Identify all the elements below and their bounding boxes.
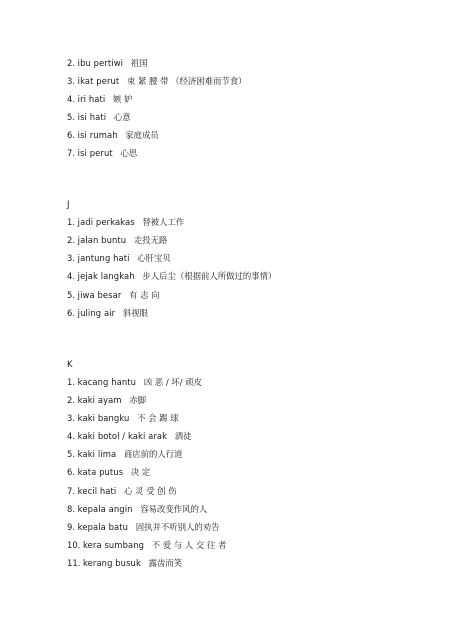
chinese-meaning: 嫉 妒 — [112, 94, 133, 104]
entry-number: 1. — [67, 217, 75, 227]
chinese-meaning: 凶 恶 / 坏/ 顽皮 — [143, 377, 202, 387]
malay-idiom: isi rumah — [77, 130, 118, 140]
idiom-entry — [67, 522, 220, 533]
malay-idiom: isi perut — [77, 148, 113, 158]
chinese-meaning: 赤脚 — [129, 395, 147, 405]
chinese-meaning: 露齿而笑 — [148, 558, 183, 568]
malay-idiom: kecil hati — [77, 486, 117, 496]
idiom-entry — [67, 112, 131, 123]
malay-idiom: jalan buntu — [77, 235, 127, 245]
malay-idiom: kaki ayam — [77, 395, 122, 405]
malay-idiom: jiwa besar — [77, 290, 122, 300]
chinese-meaning: 束 紧 腰 带 （经济困难而节食） — [126, 76, 247, 86]
malay-idiom: iri hati — [77, 94, 106, 104]
idiom-entry — [67, 377, 202, 388]
chinese-meaning: 固执并不听别人的劝告 — [135, 522, 220, 532]
chinese-meaning: 心意 — [113, 112, 131, 122]
idiom-entry — [67, 58, 148, 69]
entry-number: 8. — [67, 504, 75, 514]
entry-number: 1. — [67, 377, 75, 387]
idiom-entry — [67, 395, 146, 406]
chinese-meaning: 家庭成员 — [125, 130, 159, 140]
idiom-entry — [67, 449, 183, 460]
entry-number: 3. — [67, 413, 75, 423]
idiom-entry — [67, 308, 148, 319]
entry-number: 5. — [67, 112, 75, 122]
entry-number: 6. — [67, 467, 75, 477]
chinese-meaning: 有 志 向 — [129, 290, 160, 300]
chinese-meaning: 步人后尘（根据前人所做过的事情） — [142, 271, 277, 281]
entry-number: 7. — [67, 486, 75, 496]
idiom-entry — [67, 558, 182, 569]
idiom-entry — [67, 467, 150, 478]
idiom-entry — [67, 130, 159, 141]
malay-idiom: kepala angin — [77, 504, 133, 514]
chinese-meaning: 商店前的人行道 — [123, 449, 183, 459]
malay-idiom: kaki bangku — [77, 413, 130, 423]
malay-idiom: kerang busuk — [83, 558, 141, 568]
idiom-entry — [67, 431, 192, 442]
chinese-meaning: 酒徒 — [174, 431, 192, 441]
entry-number: 2. — [67, 235, 75, 245]
chinese-meaning: 不 爱 与 人 交 往 者 — [151, 540, 227, 550]
malay-idiom: jejak langkah — [77, 271, 135, 281]
chinese-meaning: 心肝宝贝 — [137, 253, 171, 263]
malay-idiom: jantung hati — [77, 253, 130, 263]
chinese-meaning: 决 定 — [130, 467, 151, 477]
entry-number: 4. — [67, 271, 75, 281]
idiom-entry — [67, 413, 179, 424]
malay-idiom: kaki lima — [77, 449, 117, 459]
chinese-meaning: 替被人工作 — [142, 217, 185, 227]
entry-number: 11. — [67, 558, 81, 568]
idiom-entry — [67, 290, 160, 301]
entry-number: 10. — [67, 540, 81, 550]
entry-number: 3. — [67, 253, 75, 263]
idiom-entry — [67, 271, 276, 282]
chinese-meaning: 容易改变作风的人 — [140, 504, 208, 514]
malay-idiom: jadi perkakas — [77, 217, 135, 227]
entry-number: 3. — [67, 76, 75, 86]
idiom-entry — [67, 94, 132, 105]
idiom-entry — [67, 76, 247, 87]
chinese-meaning: 祖国 — [130, 58, 148, 68]
malay-idiom: kata putus — [77, 467, 124, 477]
malay-idiom: isi hati — [77, 112, 107, 122]
malay-idiom: ikat perut — [77, 76, 120, 86]
idiom-entry — [67, 235, 167, 246]
entry-number: 5. — [67, 449, 75, 459]
chinese-meaning: 不 会 踢 球 — [137, 413, 179, 423]
chinese-meaning: 斜视眼 — [122, 308, 148, 318]
entry-number: 7. — [67, 148, 75, 158]
malay-idiom: kepala batu — [77, 522, 129, 532]
idiom-entry — [67, 540, 226, 551]
malay-idiom: kera sumbang — [83, 540, 145, 550]
section-letter: J — [67, 199, 70, 209]
idiom-entry — [67, 486, 177, 497]
entry-number: 2. — [67, 395, 75, 405]
malay-idiom: juling air — [77, 308, 116, 318]
entry-number: 6. — [67, 308, 75, 318]
idiom-entry — [67, 217, 184, 228]
idiom-entry — [67, 504, 207, 515]
malay-idiom: ibu pertiwi — [77, 58, 124, 68]
section-letter: K — [67, 359, 73, 369]
entry-number: 4. — [67, 431, 75, 441]
malay-idiom: kacang hantu — [77, 377, 137, 387]
idiom-entry — [67, 253, 171, 264]
idiom-entry — [67, 148, 137, 159]
chinese-meaning: 心 灵 受 创 伤 — [124, 486, 177, 496]
chinese-meaning: 心思 — [120, 148, 138, 158]
entry-number: 5. — [67, 290, 75, 300]
entry-number: 2. — [67, 58, 75, 68]
entry-number: 6. — [67, 130, 75, 140]
chinese-meaning: 走投无路 — [133, 235, 168, 245]
entry-number: 4. — [67, 94, 75, 104]
entry-number: 9. — [67, 522, 75, 532]
malay-idiom: kaki botol / kaki arak — [77, 431, 168, 441]
